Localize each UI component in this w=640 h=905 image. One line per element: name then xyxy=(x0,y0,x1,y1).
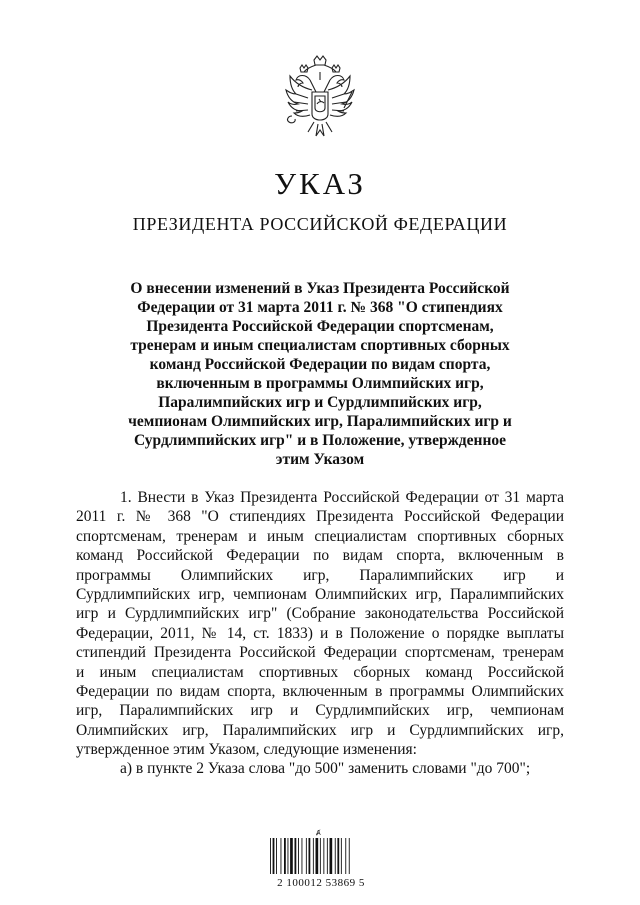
body-line: Федерации, 2011, № 14, ст. 1833) и в Положение о порядке выплаты xyxy=(76,624,564,642)
barcode-number: 2 100012 53869 5 xyxy=(277,877,365,889)
body-line: Сурдлимпийских игр, чемпионам Олимпийских игр, Паралимпийских xyxy=(76,585,564,603)
sub-item-a: а) в пункте 2 Указа слова "до 500" заменить словами "до 700"; xyxy=(120,760,531,778)
title-line: включенным в программы Олимпийских игр, xyxy=(156,375,484,392)
title-line: чемпионам Олимпийских игр, Паралимпийских игр и xyxy=(128,413,512,430)
title-line: Сурдлимпийских игр" и в Положение, утвержденное xyxy=(133,432,507,449)
svg-text:Ⱥ: Ⱥ xyxy=(316,830,321,837)
document-body xyxy=(76,488,564,779)
title-line: О внесении изменений в Указ Президента Российской xyxy=(130,280,510,297)
body-line: 2011 г. № 368 "О стипендиях Президента Российской Федерации xyxy=(76,508,564,526)
title-line: Президента Российской Федерации спортсменам, xyxy=(146,318,494,335)
russian-coat-of-arms-icon xyxy=(278,52,362,148)
body-line: стипендий Президента Российской Федерации спортсменам, тренерам xyxy=(76,644,564,662)
barcode-icon xyxy=(268,828,374,876)
title-line: Паралимпийских игр и Сурдлимпийских игр, xyxy=(158,394,482,411)
body-line: и иным специалистам спортивных сборных команд Российской xyxy=(76,663,564,681)
title-line: команд Российской Федерации по видам спорта, xyxy=(149,356,491,373)
title-line: этим Указом xyxy=(275,451,365,468)
body-line: Федерации по видам спорта, включенным в программы Олимпийских xyxy=(76,682,564,700)
title-line: тренерам и иным специалистам спортивных сборных xyxy=(130,337,510,354)
body-line: игр, Паралимпийских игр и Сурдлимпийских игр, чемпионам xyxy=(76,702,564,720)
body-line: Олимпийских игр, Паралимпийских игр и Сурдлимпийских игр, xyxy=(76,721,564,739)
issuer-heading: ПРЕЗИДЕНТА РОССИЙСКОЙ ФЕДЕРАЦИИ xyxy=(132,214,508,234)
title-line: Федерации от 31 марта 2011 г. № 368 "О стипендиях xyxy=(137,299,503,316)
document-type: УКАЗ xyxy=(274,166,366,201)
document-title xyxy=(100,279,540,469)
body-line: утвержденное этим Указом, следующие изменения: xyxy=(76,741,417,759)
body-line: программы Олимпийских игр, Паралимпийских игр и xyxy=(76,566,564,584)
body-line: 1. Внести в Указ Президента Российской Федерации от 31 марта xyxy=(120,489,564,506)
body-line: игр и Сурдлимпийских игр" (Собрание законодательства Российской xyxy=(76,605,564,623)
body-line: команд Российской Федерации по видам спорта, включенным в xyxy=(76,547,564,565)
body-line: спортсменам, тренерам и иным специалистам спортивных сборных xyxy=(76,527,564,545)
